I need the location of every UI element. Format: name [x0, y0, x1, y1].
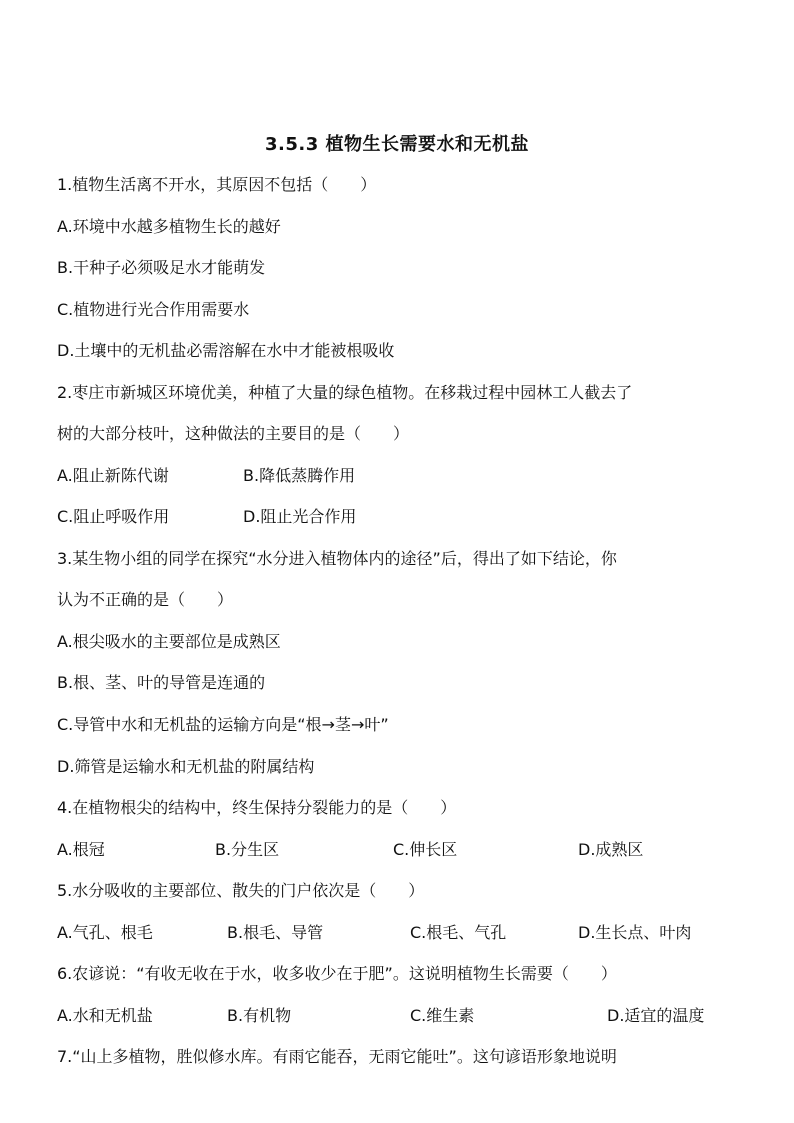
question-3-option-d: D.筛管是运输水和无机盐的附属结构 — [57, 757, 315, 776]
question-5-stem: 5.水分吸收的主要部位、散失的门户依次是（ ） — [57, 881, 425, 900]
question-5-option-c: C.根毛、气孔 — [410, 923, 507, 942]
question-4-stem: 4.在植物根尖的结构中，终生保持分裂能力的是（ ） — [57, 798, 457, 817]
question-5-option-b: B.根毛、导管 — [227, 923, 324, 942]
question-6-stem: 6.农谚说：“有收无收在于水，收多收少在于肥”。这说明植物生长需要（ ） — [57, 964, 617, 983]
question-3-option-c: C.导管中水和无机盐的运输方向是“根→茎→叶” — [57, 715, 389, 734]
question-3-stem-line-1: 3.某生物小组的同学在探究“水分进入植物体内的途径”后，得出了如下结论，你 — [57, 549, 617, 568]
document-title: 3.5.3 植物生长需要水和无机盐 — [264, 134, 529, 155]
question-6-option-d: D.适宜的温度 — [607, 1006, 705, 1025]
question-6-option-b: B.有机物 — [227, 1006, 292, 1025]
question-2-option-d: D.阻止光合作用 — [243, 507, 357, 526]
question-2-stem-line-1: 2.枣庄市新城区环境优美，种植了大量的绿色植物。在移栽过程中园林工人截去了 — [57, 383, 633, 402]
question-6-option-c: C.维生素 — [410, 1006, 475, 1025]
question-4-option-b: B.分生区 — [215, 840, 280, 859]
question-6-option-a: A.水和无机盐 — [57, 1006, 153, 1025]
question-2-option-a: A.阻止新陈代谢 — [57, 466, 169, 485]
question-1-option-d: D.土壤中的无机盐必需溶解在水中才能被根吸收 — [57, 341, 395, 360]
question-3-stem-line-2: 认为不正确的是（ ） — [57, 590, 234, 609]
question-4-option-c: C.伸长区 — [393, 840, 458, 859]
question-4-option-d: D.成熟区 — [578, 840, 644, 859]
question-7-stem-line-1: 7.“山上多植物，胜似修水库。有雨它能吞，无雨它能吐”。这句谚语形象地说明 — [57, 1047, 617, 1066]
question-2-option-b: B.降低蒸腾作用 — [243, 466, 356, 485]
question-5-option-d: D.生长点、叶肉 — [578, 923, 692, 942]
question-4-option-a: A.根冠 — [57, 840, 105, 859]
question-1-stem: 1.植物生活离不开水，其原因不包括（ ） — [57, 175, 377, 194]
question-1-option-b: B.干种子必须吸足水才能萌发 — [57, 258, 266, 277]
question-2-option-c: C.阻止呼吸作用 — [57, 507, 170, 526]
question-5-option-a: A.气孔、根毛 — [57, 923, 153, 942]
question-1-option-a: A.环境中水越多植物生长的越好 — [57, 217, 281, 236]
question-1-option-c: C.植物进行光合作用需要水 — [57, 300, 250, 319]
question-3-option-a: A.根尖吸水的主要部位是成熟区 — [57, 632, 281, 651]
question-3-option-b: B.根、茎、叶的导管是连通的 — [57, 673, 266, 692]
question-2-stem-line-2: 树的大部分枝叶，这种做法的主要目的是（ ） — [57, 424, 410, 443]
